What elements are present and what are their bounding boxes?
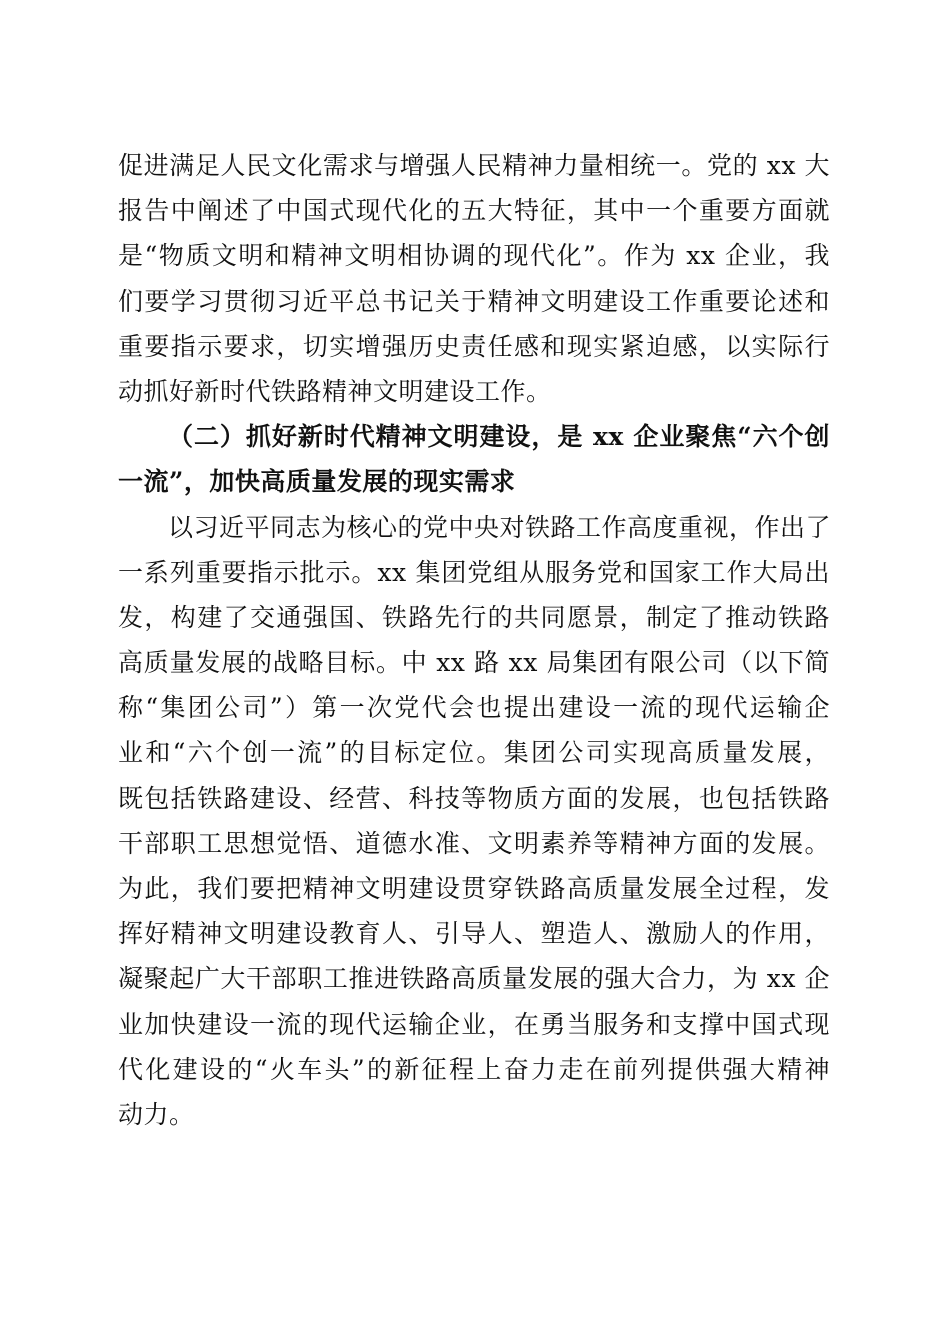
text-line: 挥好精神文明建设教育人、引导人、塑造人、激励人的作用，: [118, 919, 830, 949]
text-line: 是“物质文明和精神文明相协调的现代化”。作为 xx 企业，我: [118, 241, 830, 271]
text-line: 代化建设的“火车头”的新征程上奋力走在前列提供强大精神: [118, 1054, 830, 1084]
text-line: 高质量发展的战略目标。中 xx 路 xx 局集团有限公司（以下简: [118, 648, 830, 678]
paragraph-railway-development: [118, 505, 830, 1138]
text-line: 称“集团公司”）第一次党代会也提出建设一流的现代运输企: [118, 693, 830, 723]
text-line: 促进满足人民文化需求与增强人民精神力量相统一。党的 xx 大: [118, 151, 830, 180]
text-line: 业加快建设一流的现代运输企业，在勇当服务和支撑中国式现: [118, 1009, 830, 1039]
heading-line: 一流”，加快高质量发展的现实需求: [118, 467, 516, 497]
text-line: 动抓好新时代铁路精神文明建设工作。: [118, 376, 552, 406]
text-line: 发，构建了交通强国、铁路先行的共同愿景，制定了推动铁路: [118, 602, 830, 632]
text-line: 重要指示要求，切实增强历史责任感和现实紧迫感，以实际行: [118, 331, 830, 361]
document-body: [118, 143, 830, 1137]
text-line: 业和“六个创一流”的目标定位。集团公司实现高质量发展，: [118, 738, 830, 768]
text-line: 以习近平同志为核心的党中央对铁路工作高度重视，作出了: [168, 512, 832, 542]
text-line: 一系列重要指示批示。xx 集团党组从服务党和国家工作大局出: [118, 557, 830, 587]
text-line: 们要学习贯彻习近平总书记关于精神文明建设工作重要论述和: [118, 286, 830, 316]
text-line: 干部职工思想觉悟、道德水准、文明素养等精神方面的发展。: [118, 828, 830, 858]
paragraph-culture-needs: [118, 143, 830, 414]
text-line: 凝聚起广大干部职工推进铁路高质量发展的强大合力，为 xx 企: [118, 964, 830, 994]
heading-line: （二）抓好新时代精神文明建设，是 xx 企业聚焦“六个创: [168, 422, 830, 452]
text-line: 动力。: [118, 1099, 195, 1129]
text-line: 报告中阐述了中国式现代化的五大特征，其中一个重要方面就: [118, 196, 830, 226]
text-line: 既包括铁路建设、经营、科技等物质方面的发展，也包括铁路: [118, 783, 830, 813]
section-heading: [118, 414, 830, 504]
text-line: 为此，我们要把精神文明建设贯穿铁路高质量发展全过程，发: [118, 874, 830, 903]
